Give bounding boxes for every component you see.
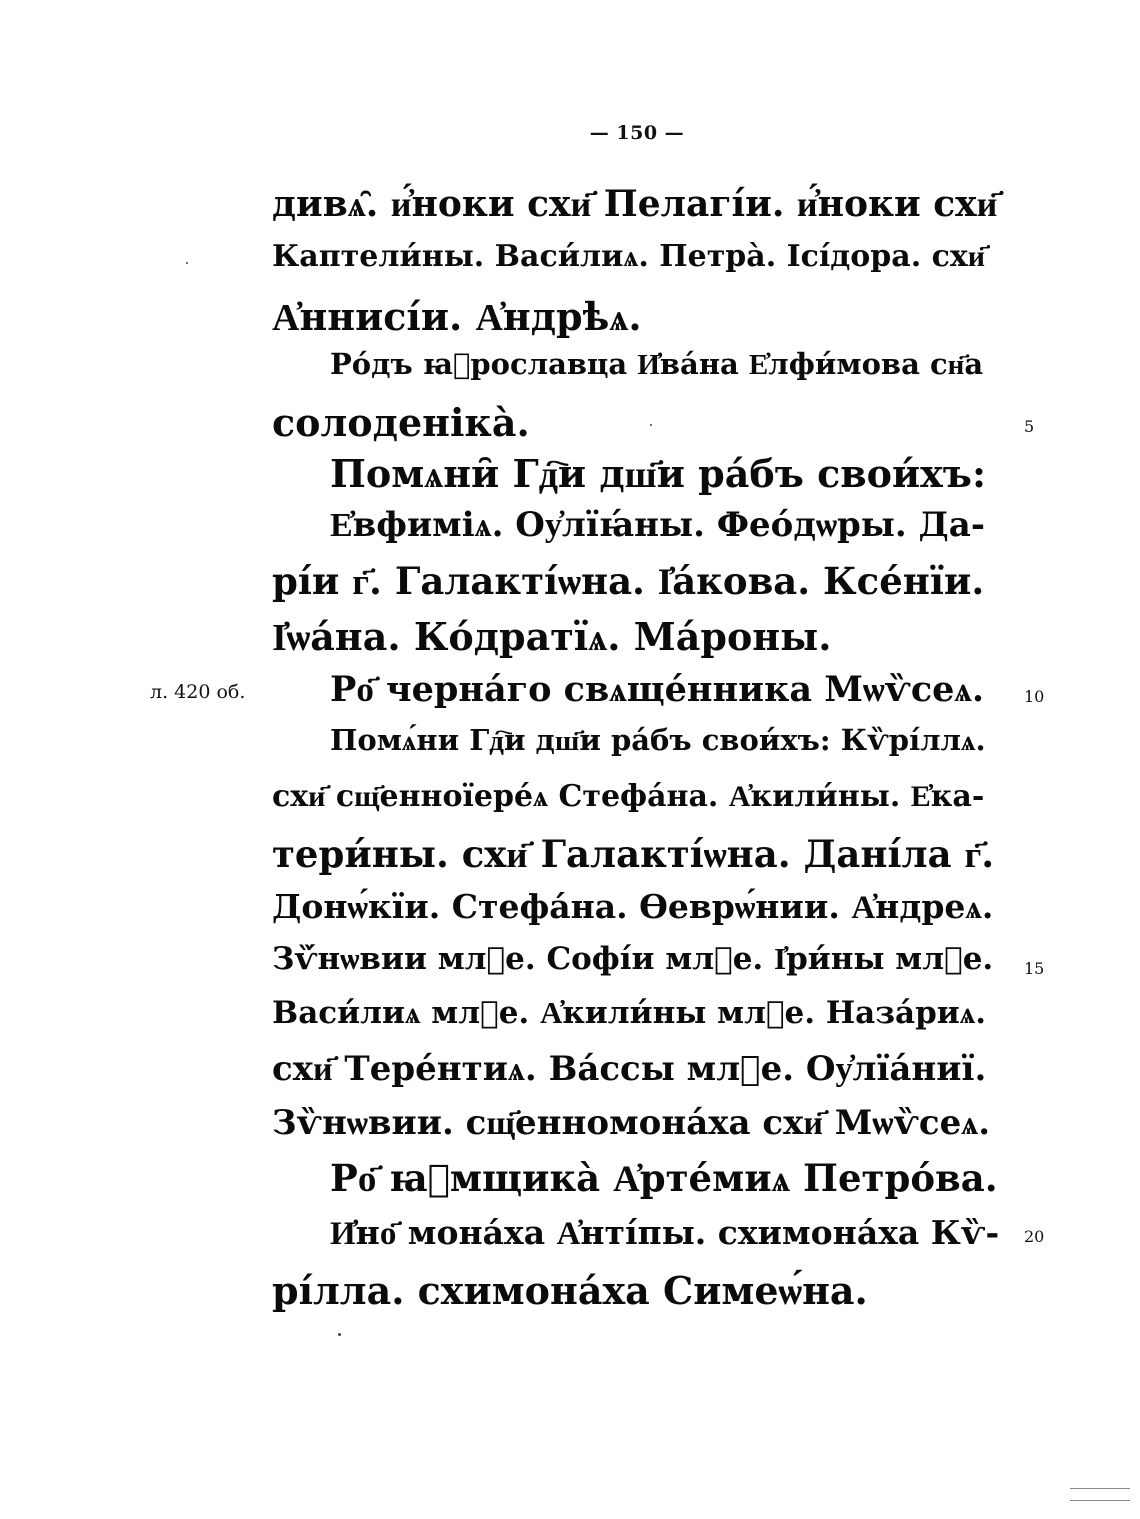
text-line-19: Ро҃ ꙗ҆мщика̀ А҆рте́миѧ Петро́ва.: [330, 1156, 998, 1200]
line-number-5: 5: [1024, 417, 1035, 436]
line-number-20: 20: [1024, 1227, 1045, 1246]
text-line-14: Донѡ́кїи. Стефа́на. Ѳеврѡ́нии. А҆ндреѧ.: [272, 887, 994, 926]
folio-note: л. 420 об.: [150, 681, 246, 703]
text-line-1: дивѧ̑. и҆́ноки схи҃ Пелагі́и. и҆́ноки схи҃: [272, 183, 998, 225]
scan-speck: [650, 424, 652, 426]
line-number-10: 10: [1024, 687, 1045, 706]
text-line-3: А҆ннисі́и. А҆ндрѣѧ.: [272, 294, 642, 339]
line-number-15: 15: [1024, 959, 1045, 978]
scan-edge-rule: [1070, 1488, 1130, 1489]
scan-speck: [186, 262, 188, 264]
text-line-17: схи҃ Тере́нтиѧ. Ва́ссы млⷣе. Оу҆лїа́ниї.: [272, 1049, 987, 1089]
text-line-18: Зѷнѡвии. сщ҃енномона́ха схи҃ Мѡѷсеѧ.: [272, 1103, 991, 1143]
text-line-21: рі́лла. схимона́ха Симеѡ́на.: [272, 1268, 868, 1313]
text-line-11: Помѧ́ни Гд҇и дш҃и ра́бъ свои́хъ: Кѷрі́ллѧ.: [330, 723, 986, 757]
text-line-6: Помѧни̑ Гд҇и дш҃и ра́бъ свои́хъ:: [330, 451, 986, 496]
page-number: — 150 —: [589, 122, 685, 144]
text-line-9: І҆ѡа́на. Ко́дратїѧ. Ма́роны.: [272, 614, 832, 659]
text-line-15: Зѷ́нѡвии млⷣе. Софі́и млⷣе. І҆ри́ны млⷣе.: [272, 941, 994, 977]
text-line-2: Каптели́ны. Васи́лиѧ. Петра̀. Ісі́дора. схи҃: [272, 239, 986, 274]
text-line-12: схи҃ сщ҃енноїере́ѧ Стефа́на. А҆кили́ны. Е҆ка-: [272, 779, 985, 814]
scan-edge-rule: [1070, 1500, 1130, 1501]
text-line-16: Васи́лиѧ млⷣе. А҆кили́ны млⷣе. Наза́риѧ.: [272, 995, 987, 1031]
text-line-8: рі́и г҃. Галакті́ѡна. І҆а́кова. Ксе́нїи.: [272, 559, 985, 603]
text-line-20: И҆но҃ мона́ха А҆нті́пы. схимона́ха Кѷ-: [330, 1213, 1000, 1252]
text-line-5: солоденіка̀.: [272, 400, 530, 445]
text-line-4: Ро́дъ ꙗ҆рославца И҆ва́на Е҆лфи́мова сн҃а: [330, 347, 984, 381]
text-line-13: тери́ны. схи҃ Галакті́ѡна. Дані́ла г҃.: [272, 832, 995, 876]
text-line-7: Е҆вфиміѧ. Оу҆лїꙗ́ны. Фео́дѡры. Да-: [330, 505, 985, 545]
scan-speck: [338, 1333, 341, 1336]
text-line-10: Ро҃ черна́го свѧще́нника Мѡѷсеѧ.: [330, 669, 985, 710]
